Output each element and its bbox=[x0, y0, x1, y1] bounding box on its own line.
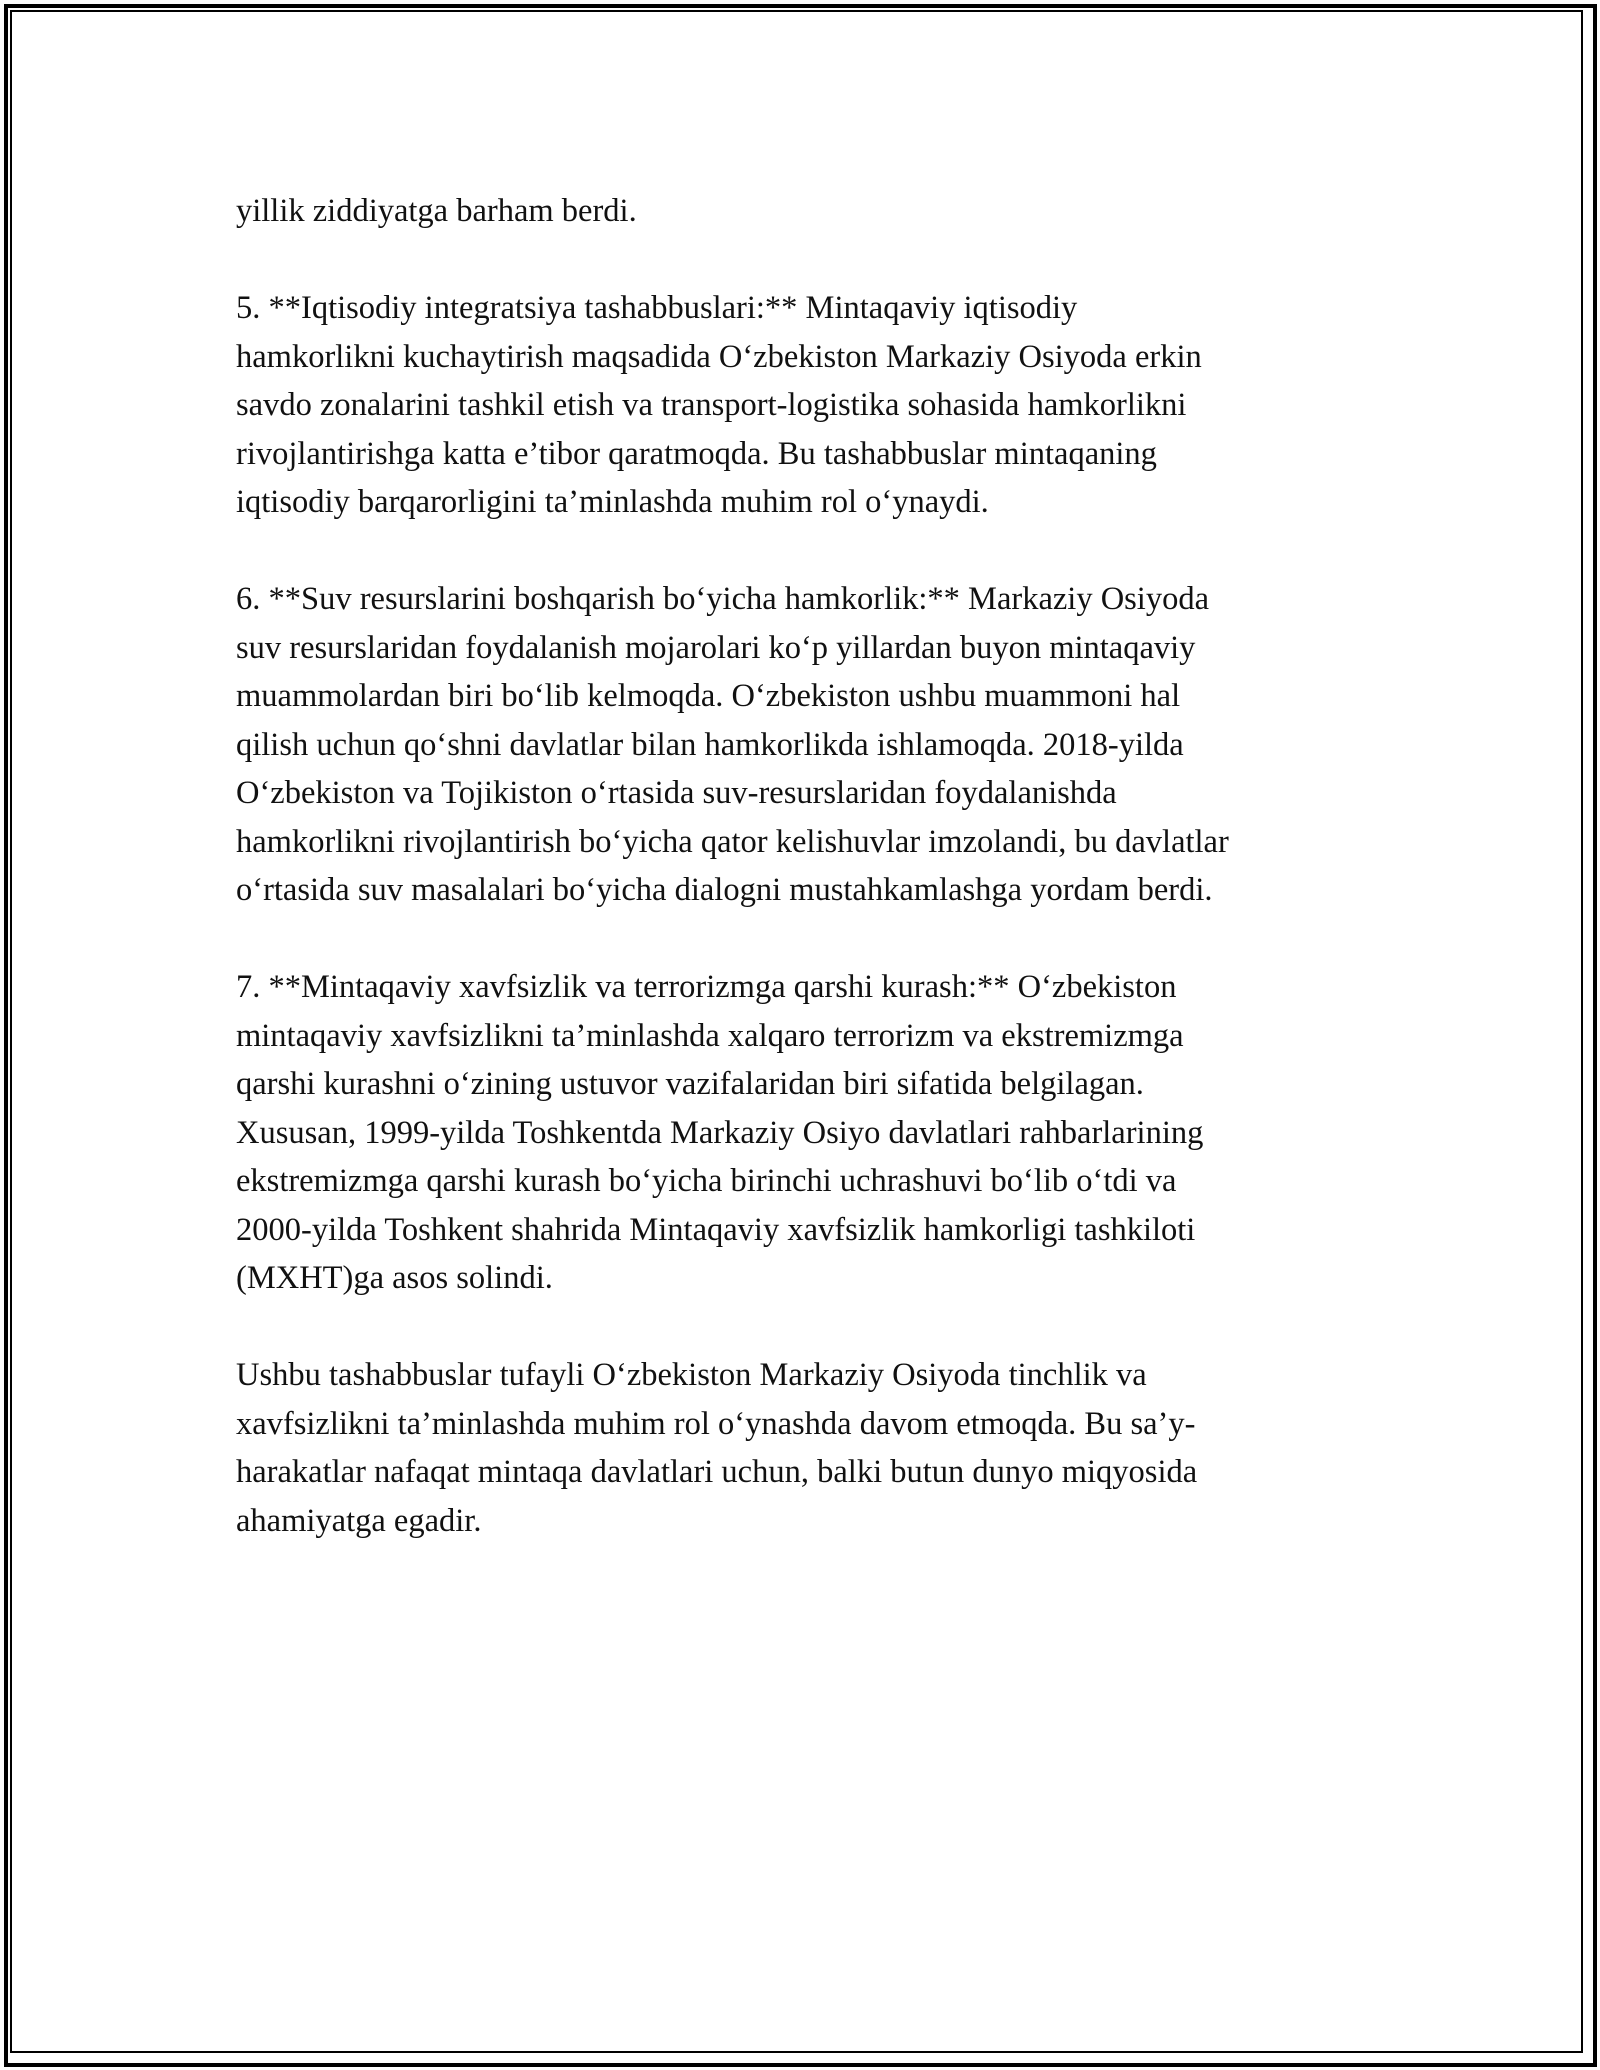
text-line: 7. **Mintaqaviy xavfsizlik va terrorizmga qarshi kurash:** O‘zbekiston bbox=[236, 969, 1177, 1005]
text-line: iqtisodiy barqarorligini ta’minlashda muhim rol o‘ynaydi. bbox=[236, 484, 989, 520]
text-line: suv resurslaridan foydalanish mojarolari ko‘p yillardan buyon mintaqaviy bbox=[236, 629, 1196, 666]
text-line: Ushbu tashabbuslar tufayli O‘zbekiston Markaziy Osiyoda tinchlik va bbox=[236, 1357, 1147, 1393]
text-line: mintaqaviy xavfsizlikni ta’minlashda xalqaro terrorizm va ekstremizmga bbox=[236, 1017, 1184, 1054]
text-line: hamkorlikni rivojlantirish bo‘yicha qator kelishuvlar imzolandi, bu davlatlar bbox=[236, 823, 1229, 860]
text-line: hamkorlikni kuchaytirish maqsadida O‘zbekiston Markaziy Osiyoda erkin bbox=[236, 338, 1202, 375]
text-line: xavfsizlikni ta’minlashda muhim rol o‘ynashda davom etmoqda. Bu sa’y- bbox=[236, 1405, 1196, 1442]
text-line: savdo zonalarini tashkil etish va transport-logistika sohasida hamkorlikni bbox=[236, 387, 1187, 423]
text-line: o‘rtasida suv masalalari bo‘yicha dialogni mustahkamlashga yordam berdi. bbox=[236, 872, 1213, 908]
text-line: harakatlar nafaqat mintaqa davlatlari uchun, balki butun dunyo miqyosida bbox=[236, 1454, 1198, 1490]
paragraph-economic-integration bbox=[236, 284, 1386, 527]
text-line: rivojlantirishga katta e’tibor qaratmoqda. Bu tashabbuslar mintaqaning bbox=[236, 435, 1157, 472]
text-line: 5. **Iqtisodiy integratsiya tashabbuslari:** Mintaqaviy iqtisodiy bbox=[236, 290, 1078, 326]
text-line: qilish uchun qo‘shni davlatlar bilan hamkorlikda ishlamoqda. 2018-yilda bbox=[236, 726, 1184, 763]
text-line: Xususan, 1999-yilda Toshkentda Markaziy Osiyo davlatlari rahbarlarining bbox=[236, 1114, 1204, 1151]
paragraph-water-resources bbox=[236, 575, 1386, 915]
text-line: ahamiyatga egadir. bbox=[236, 1502, 482, 1539]
text-line: ekstremizmga qarshi kurash bo‘yicha birinchi uchrashuvi bo‘lib o‘tdi va bbox=[236, 1163, 1177, 1199]
paragraph-regional-security bbox=[236, 963, 1386, 1303]
text-line: 2000-yilda Toshkent shahrida Mintaqaviy xavfsizlik hamkorligi tashkiloti bbox=[236, 1211, 1196, 1248]
text-line: yillik ziddiyatga barham berdi. bbox=[236, 193, 637, 229]
document-body bbox=[236, 187, 1386, 1545]
text-line: muammolardan biri bo‘lib kelmoqda. O‘zbekiston ushbu muammoni hal bbox=[236, 678, 1181, 714]
text-line: (MXHT)ga asos solindi. bbox=[236, 1260, 553, 1296]
text-line: 6. **Suv resurslarini boshqarish bo‘yicha hamkorlik:** Markaziy Osiyoda bbox=[236, 581, 1210, 617]
text-line: qarshi kurashni o‘zining ustuvor vazifalaridan biri sifatida belgilagan. bbox=[236, 1066, 1144, 1102]
text-line: O‘zbekiston va Tojikiston o‘rtasida suv-resurslaridan foydalanishda bbox=[236, 775, 1117, 811]
paragraph-continuation bbox=[236, 187, 1386, 236]
paragraph-conclusion bbox=[236, 1351, 1386, 1545]
